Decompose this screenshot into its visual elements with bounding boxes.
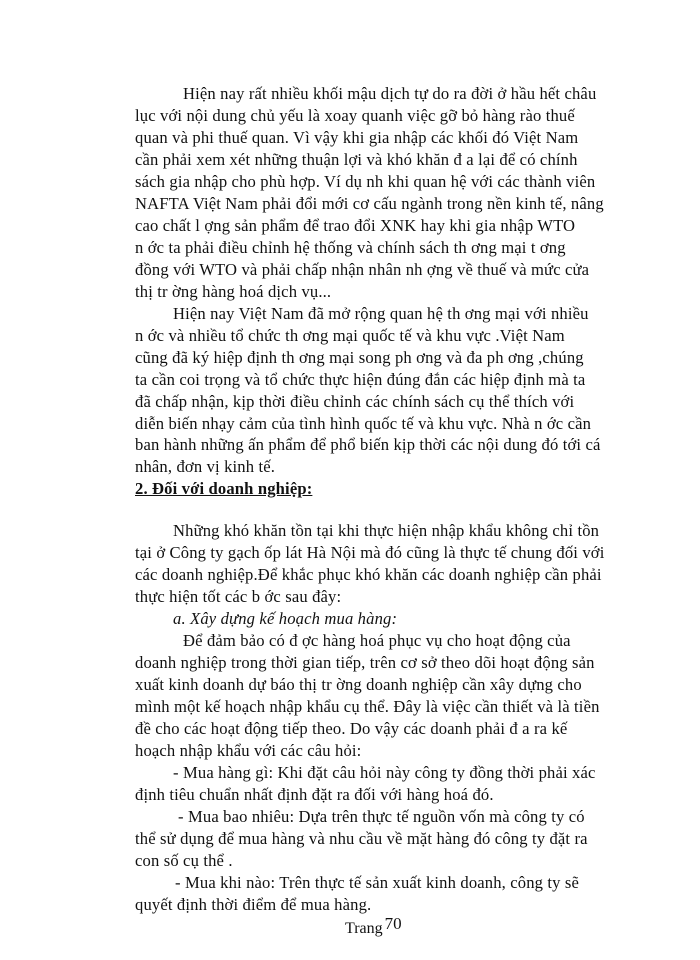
text-line: Để đảm bảo có đ ợc hàng hoá phục vụ cho hoạt động của xyxy=(183,631,571,651)
text-line: n ớc ta phải điều chỉnh hệ thống và chính sách th ơng mại t ơng xyxy=(135,237,566,257)
text-line: doanh nghiệp trong thời gian tiếp, trên cơ sở theo dõi hoạt động sản xyxy=(135,653,595,673)
section-heading: 2. Đối với doanh nghiệp: xyxy=(135,479,313,499)
text-line: cũng đã ký hiệp định th ơng mại song ph ơng và đa ph ơng ,chúng xyxy=(135,347,584,367)
text-line: thể sử dụng để mua hàng và nhu cầu về mặt hàng đó công ty đặt ra xyxy=(135,829,588,848)
footer-label: Trang xyxy=(345,920,383,937)
text-line: diễn biến nhạy cảm của tình hình quốc tế và khu vực. Nhà n ớc cần xyxy=(135,413,592,433)
text-line: quan và phi thuế quan. Vì vậy khi gia nhập các khối đó Việt Nam xyxy=(135,127,579,147)
text-line: ta cần coi trọng và tổ chức thực hiện đúng đắn các hiệp định mà ta xyxy=(135,369,586,389)
text-line: - Mua hàng gì: Khi đặt câu hỏi này công ty đồng thời phải xác xyxy=(173,763,596,782)
text-line: đồng với WTO và phải chấp nhận nhân nh ợng về thuế và mức cửa xyxy=(135,259,590,279)
text-line: các doanh nghiệp.Để khắc phục khó khăn các doanh nghiệp cần phải xyxy=(135,565,602,585)
text-line: đề cho các hoạt động tiếp theo. Do vậy các doanh phải đ a ra kế xyxy=(135,719,568,739)
subheading: a. Xây dựng kế hoạch mua hàng: xyxy=(173,609,398,629)
text-line: Hiện nay rất nhiều khối mậu dịch tự do ra đời ở hầu hết châu xyxy=(183,84,597,103)
text-line: Những khó khăn tồn tại khi thực hiện nhập khẩu không chỉ tồn xyxy=(173,521,600,541)
text-line: cần phải xem xét những thuận lợi và khó khăn đ a lại để có chính xyxy=(135,149,578,169)
text-line: sách gia nhập cho phù hợp. Ví dụ nh khi quan hệ với các thành viên xyxy=(135,171,596,191)
text-line: quyết định thời điểm để mua hàng. xyxy=(135,895,372,914)
page-footer xyxy=(345,914,402,939)
text-line: thực hiện tốt các b ớc sau đây: xyxy=(135,587,342,607)
text-line: mình một kế hoạch nhập khẩu cụ thể. Đây là việc cần thiết và là tiền xyxy=(135,697,600,717)
text-line: con số cụ thể . xyxy=(135,851,233,870)
text-line: định tiêu chuẩn nhất định đặt ra đối với hàng hoá đó. xyxy=(135,785,494,804)
text-line: xuất kinh doanh dự báo thị tr ờng doanh nghiệp cần xây dựng cho xyxy=(135,675,582,695)
text-line: n ớc và nhiều tổ chức th ơng mại quốc tế và khu vực .Việt Nam xyxy=(135,325,565,345)
text-line: nhân, đơn vị kinh tế. xyxy=(135,457,276,477)
text-line: - Mua bao nhiêu: Dựa trên thực tế nguồn vốn mà công ty có xyxy=(178,807,585,826)
text-line: đã chấp nhận, kịp thời điều chỉnh các chính sách cụ thể thích với xyxy=(135,391,575,411)
text-line: NAFTA Việt Nam phải đổi mới cơ cấu ngành trong nền kinh tế, nâng xyxy=(135,193,604,213)
text-line: ban hành những ấn phẩm để phổ biến kịp thời các nội dung đó tới cá xyxy=(135,435,601,455)
text-line: tại ở Công ty gạch ốp lát Hà Nội mà đó cũng là thực tế chung đối với xyxy=(135,543,605,563)
page-number: 70 xyxy=(384,914,402,933)
text-line: - Mua khi nào: Trên thực tế sản xuất kinh doanh, công ty sẽ xyxy=(175,873,580,892)
text-line: hoạch nhập khẩu với các câu hỏi: xyxy=(135,741,362,760)
text-line: cao chất l ợng sản phẩm để trao đổi XNK hay khi gia nhập WTO xyxy=(135,215,576,235)
text-line: lục với nội dung chủ yếu là xoay quanh việc gỡ bỏ hàng rào thuế xyxy=(135,106,575,125)
text-line: thị tr ờng hàng hoá dịch vụ... xyxy=(135,281,332,301)
text-line: Hiện nay Việt Nam đã mở rộng quan hệ th ơng mại với nhiều xyxy=(173,303,589,323)
